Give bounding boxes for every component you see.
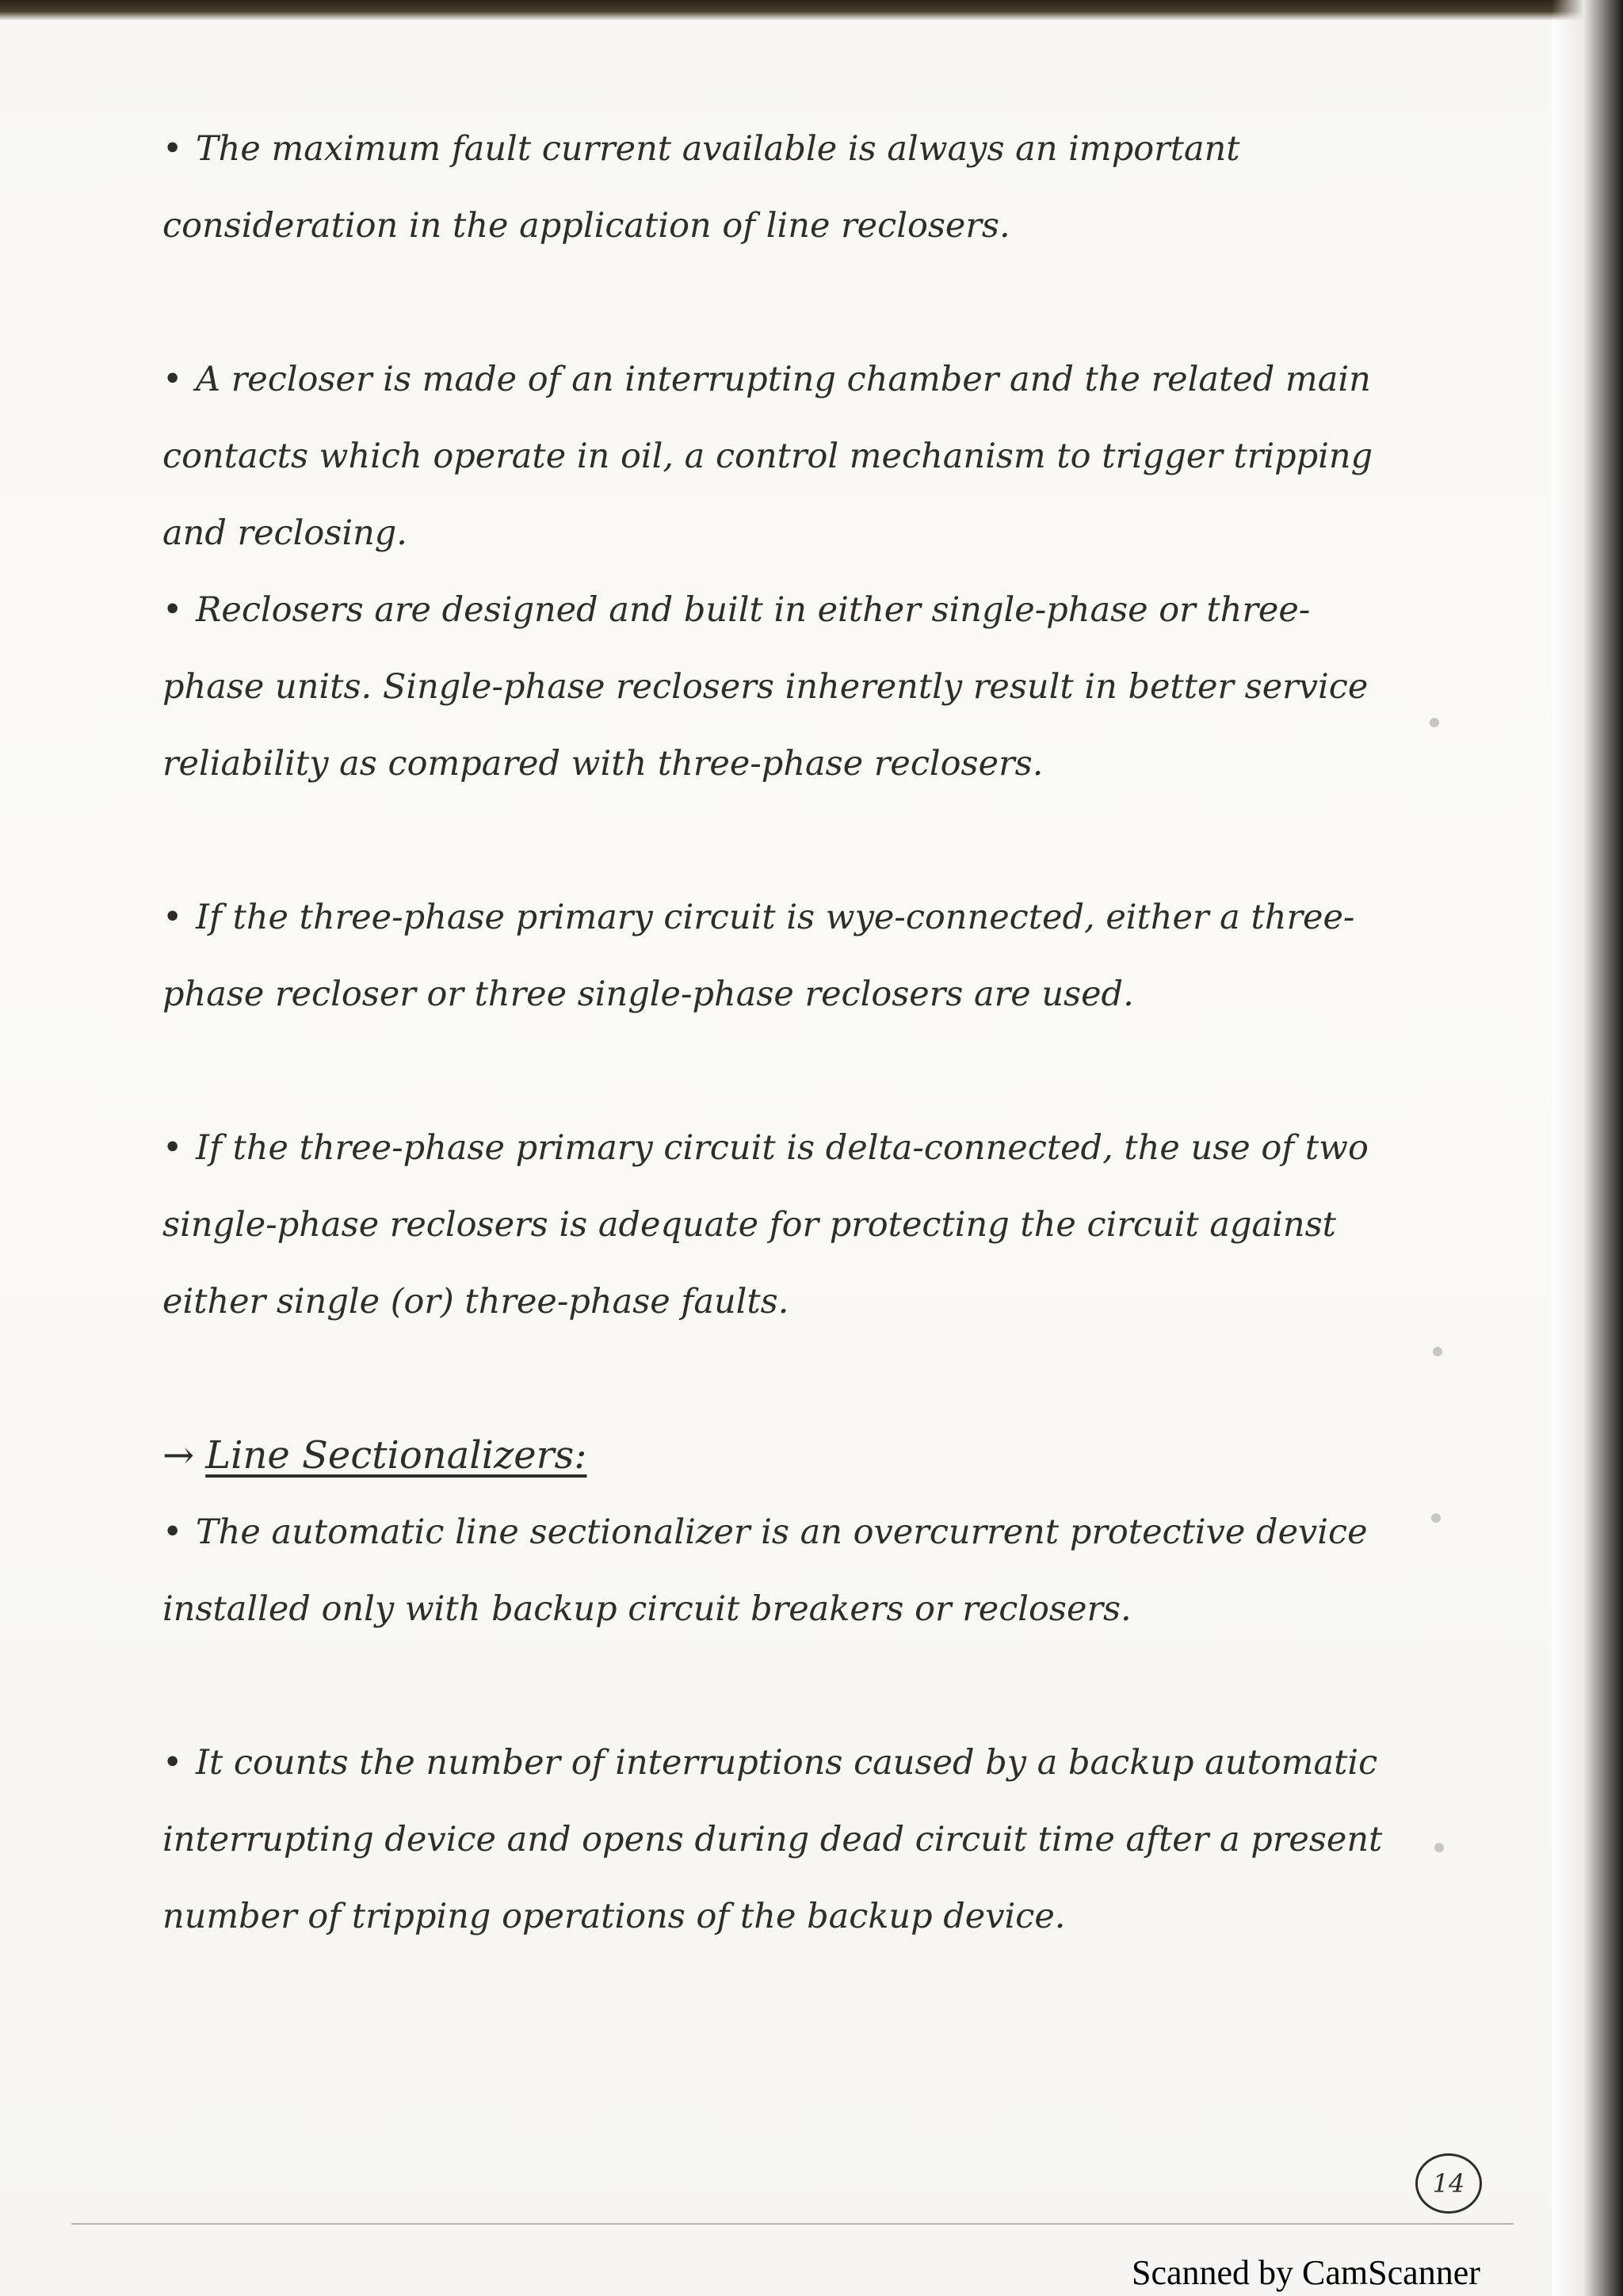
arrow-icon: → [162,1433,195,1478]
section-heading-row [162,1417,1399,1494]
note-paragraph [162,1110,1399,1417]
bullet-icon: • [162,1128,183,1168]
note-paragraph [162,879,1399,1110]
note-paragraph [162,111,1399,341]
punch-hole-mark [1434,1843,1444,1852]
note-text: Reclosers are designed and built in either single-phase or three-phase units. Single-phase reclosers inherently result in better service reliability as compared with three-phase reclosers. [162,590,1369,784]
note-text: If the three-phase primary circuit is delta-connected, the use of two single-phase reclosers is adequate for protecting the circuit against either single (or) three-phase faults. [162,1128,1369,1322]
note-paragraph [162,572,1399,879]
handwritten-notes [162,111,1399,2032]
scan-top-edge [0,0,1623,21]
bullet-icon: • [162,898,183,937]
note-paragraph [162,1725,1399,2032]
note-text: A recloser is made of an interrupting chamber and the related main contacts which operate in oil, a control mechanism to trigger tripping and reclosing. [162,360,1373,553]
punch-hole-mark [1431,1513,1441,1523]
bullet-icon: • [162,129,183,169]
section-heading: Line Sectionalizers: [205,1433,587,1478]
bullet-icon: • [162,1743,183,1783]
punch-hole-mark [1430,718,1439,727]
note-text: The automatic line sectionalizer is an overcurrent protective device installed only with backup circuit breakers or reclosers. [162,1512,1368,1629]
note-paragraph [162,341,1399,572]
bullet-icon: • [162,360,183,399]
bullet-icon: • [162,1512,183,1552]
note-text: If the three-phase primary circuit is wye-connected, either a three-phase recloser or three single-phase reclosers are used. [162,898,1355,1014]
punch-hole-mark [1433,1347,1442,1356]
note-text: The maximum fault current available is always an important consideration in the application of line reclosers. [162,129,1240,246]
note-text: It counts the number of interruptions caused by a backup automatic interrupting device and opens during dead circuit time after a present number of tripping operations of the backup device. [162,1743,1383,1936]
note-paragraph [162,1494,1399,1725]
scanner-watermark: Scanned by CamScanner [1132,2253,1480,2292]
bullet-icon: • [162,590,183,630]
page-number: 14 [1415,2153,1482,2214]
scan-right-edge [1552,0,1623,2296]
page-bottom-rule [71,2223,1514,2225]
